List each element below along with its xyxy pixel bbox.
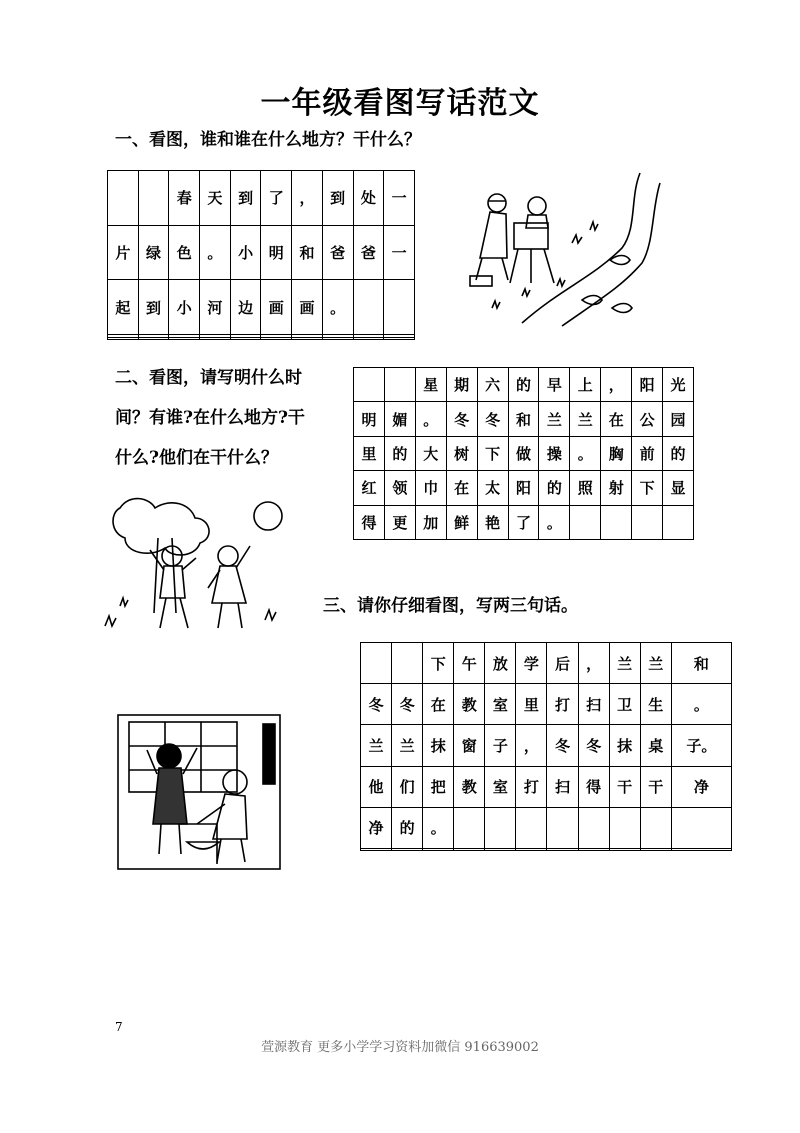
grid-cell: 起 (108, 280, 139, 335)
grid-cell (485, 807, 516, 848)
grid-cell (609, 807, 640, 848)
grid-cell: 期 (446, 368, 477, 402)
children-exercising-under-tree-illustration (100, 488, 300, 638)
grid-cell: 天 (200, 171, 231, 226)
grid-cell: 他 (361, 766, 392, 807)
grid-cell: 室 (485, 684, 516, 725)
section3-heading: 三、请你仔细看图，写两三句话。 (323, 596, 578, 616)
grid-cell: 兰 (609, 643, 640, 684)
grid-cell: 净 (671, 766, 731, 807)
grid-row (361, 643, 732, 684)
grid-cell: 和 (508, 402, 539, 436)
grid-cell: 桌 (640, 725, 671, 766)
grid-cell: 做 (508, 436, 539, 470)
grid-cell: 干 (640, 766, 671, 807)
grid-cell: 和 (671, 643, 731, 684)
grid-cell: 六 (477, 368, 508, 402)
grid-cell: 小 (169, 280, 200, 335)
grid-cell: 扫 (547, 766, 578, 807)
grid-cell (361, 849, 392, 851)
grid-cell: 冬 (446, 402, 477, 436)
grid-cell: 窗 (454, 725, 485, 766)
grid-cell: ， (578, 643, 609, 684)
grid-cell: ， (601, 368, 632, 402)
grid-cell: 的 (392, 807, 423, 848)
grid-cell (169, 337, 200, 340)
grid-row (108, 171, 415, 226)
grid-row (361, 807, 732, 848)
grid-cell: 的 (539, 471, 570, 505)
grid-row (354, 402, 694, 436)
grid-cell: 操 (539, 436, 570, 470)
grid-cell: 爸 (353, 225, 384, 280)
grid-cell: 。 (423, 807, 454, 848)
grid-cell: 显 (663, 471, 694, 505)
grid-cell: 生 (640, 684, 671, 725)
grid-cell: 在 (446, 471, 477, 505)
grid-cell: 的 (508, 368, 539, 402)
grid-cell: 在 (601, 402, 632, 436)
grid-cell: 了 (508, 505, 539, 539)
grid-cell: 到 (230, 171, 261, 226)
grid-cell (578, 807, 609, 848)
grid-cell: 得 (578, 766, 609, 807)
grid-cell (384, 280, 415, 335)
grid-cell: ， (292, 171, 323, 226)
grid-cell: 上 (570, 368, 601, 402)
grid-cell: 兰 (640, 643, 671, 684)
grid-cell: 巾 (415, 471, 446, 505)
grid-cell: 里 (354, 436, 385, 470)
grid-cell (454, 849, 485, 851)
grid-cell (516, 807, 547, 848)
grid-row (354, 368, 694, 402)
grid-cell: 春 (169, 171, 200, 226)
grid-cell: 子。 (671, 725, 731, 766)
grid-cell (108, 337, 139, 340)
grid-row (108, 337, 415, 340)
grid-cell (609, 849, 640, 851)
grid-cell (261, 337, 292, 340)
grid-cell (632, 505, 663, 539)
section1-writing-grid (107, 170, 415, 340)
grid-cell: 绿 (138, 225, 169, 280)
grid-cell: 园 (663, 402, 694, 436)
grid-cell: 艳 (477, 505, 508, 539)
grid-cell (353, 280, 384, 335)
grid-cell: 早 (539, 368, 570, 402)
grid-cell (485, 849, 516, 851)
grid-row (354, 505, 694, 539)
grid-cell: 午 (454, 643, 485, 684)
grid-cell (578, 849, 609, 851)
grid-cell (570, 505, 601, 539)
grid-cell: ， (516, 725, 547, 766)
grid-cell: 打 (547, 684, 578, 725)
grid-cell (601, 505, 632, 539)
grid-cell (640, 807, 671, 848)
grid-cell (138, 337, 169, 340)
grid-cell: 的 (384, 436, 415, 470)
grid-cell: 子 (485, 725, 516, 766)
grid-cell: 卫 (609, 684, 640, 725)
page-number: 7 (115, 1020, 123, 1034)
grid-cell: 前 (632, 436, 663, 470)
grid-cell (292, 337, 323, 340)
grid-cell (640, 849, 671, 851)
grid-cell: 媚 (384, 402, 415, 436)
grid-cell: 领 (384, 471, 415, 505)
grid-cell: 大 (415, 436, 446, 470)
grid-cell: 冬 (392, 684, 423, 725)
grid-cell (663, 505, 694, 539)
grid-row (361, 725, 732, 766)
father-son-drawing-by-river-illustration (462, 168, 662, 328)
grid-row (361, 684, 732, 725)
grid-cell: 的 (663, 436, 694, 470)
grid-cell: 一 (384, 171, 415, 226)
grid-cell (353, 337, 384, 340)
section2-heading-line1: 二、看图，请写明什么时 (115, 368, 302, 388)
grid-cell (384, 368, 415, 402)
grid-cell: 一 (384, 225, 415, 280)
grid-cell (547, 807, 578, 848)
grid-cell: 。 (415, 402, 446, 436)
grid-cell (392, 849, 423, 851)
grid-cell: 阳 (632, 368, 663, 402)
grid-cell (108, 171, 139, 226)
grid-cell: 打 (516, 766, 547, 807)
section2-writing-grid (353, 367, 694, 540)
grid-cell: 把 (423, 766, 454, 807)
grid-cell (322, 337, 353, 340)
grid-cell: 冬 (361, 684, 392, 725)
grid-cell: 加 (415, 505, 446, 539)
grid-cell: 兰 (361, 725, 392, 766)
grid-cell: 色 (169, 225, 200, 280)
grid-row (354, 436, 694, 470)
grid-cell: 兰 (539, 402, 570, 436)
grid-cell: 干 (609, 766, 640, 807)
grid-cell (547, 849, 578, 851)
section1-heading: 一、看图，谁和谁在什么地方？干什么？ (115, 130, 421, 150)
grid-cell: 片 (108, 225, 139, 280)
grid-cell: 兰 (570, 402, 601, 436)
page-title: 一年级看图写话范文 (260, 86, 540, 121)
grid-cell: 更 (384, 505, 415, 539)
grid-cell: 里 (516, 684, 547, 725)
grid-cell: 胸 (601, 436, 632, 470)
grid-cell: 下 (632, 471, 663, 505)
grid-cell: 树 (446, 436, 477, 470)
grid-cell: 冬 (477, 402, 508, 436)
section3-writing-grid (360, 642, 732, 851)
grid-cell: 了 (261, 171, 292, 226)
grid-cell: 处 (353, 171, 384, 226)
grid-cell: 兰 (392, 725, 423, 766)
grid-cell: 。 (539, 505, 570, 539)
grid-cell: 太 (477, 471, 508, 505)
grid-cell: 后 (547, 643, 578, 684)
grid-cell: 射 (601, 471, 632, 505)
grid-cell: 星 (415, 368, 446, 402)
grid-cell (671, 849, 731, 851)
grid-cell (671, 807, 731, 848)
grid-cell: 到 (138, 280, 169, 335)
grid-cell: 公 (632, 402, 663, 436)
grid-cell (423, 849, 454, 851)
grid-cell: 到 (322, 171, 353, 226)
grid-cell: 鲜 (446, 505, 477, 539)
grid-cell: 在 (423, 684, 454, 725)
grid-cell: 明 (354, 402, 385, 436)
grid-cell: 室 (485, 766, 516, 807)
grid-cell: 扫 (578, 684, 609, 725)
grid-cell: 照 (570, 471, 601, 505)
section2-heading-line2: 间？有谁?在什么地方?干 (115, 408, 305, 428)
grid-cell: 放 (485, 643, 516, 684)
grid-cell: 光 (663, 368, 694, 402)
grid-cell (516, 849, 547, 851)
grid-cell (361, 643, 392, 684)
grid-row (361, 766, 732, 807)
grid-cell: 。 (200, 225, 231, 280)
grid-cell: 爸 (322, 225, 353, 280)
grid-cell (200, 337, 231, 340)
grid-cell: 。 (671, 684, 731, 725)
grid-cell: 明 (261, 225, 292, 280)
grid-cell (230, 337, 261, 340)
grid-cell: 学 (516, 643, 547, 684)
grid-cell: 净 (361, 807, 392, 848)
grid-cell: 河 (200, 280, 231, 335)
grid-cell (392, 643, 423, 684)
grid-row (361, 849, 732, 851)
grid-cell: 边 (230, 280, 261, 335)
grid-cell: 抹 (423, 725, 454, 766)
footer-text: 萱源教育 更多小学学习资料加微信 916639002 (261, 1040, 539, 1055)
grid-cell (354, 368, 385, 402)
grid-cell: 红 (354, 471, 385, 505)
grid-cell: 下 (477, 436, 508, 470)
grid-row (108, 280, 415, 335)
grid-cell: 们 (392, 766, 423, 807)
grid-cell: 冬 (578, 725, 609, 766)
grid-cell: 画 (292, 280, 323, 335)
grid-row (354, 471, 694, 505)
grid-cell: 。 (570, 436, 601, 470)
grid-cell: 和 (292, 225, 323, 280)
grid-cell: 冬 (547, 725, 578, 766)
grid-cell: 教 (454, 684, 485, 725)
grid-cell (138, 171, 169, 226)
grid-cell: 得 (354, 505, 385, 539)
grid-row (108, 225, 415, 280)
grid-cell: 阳 (508, 471, 539, 505)
grid-cell: 。 (322, 280, 353, 335)
grid-cell: 下 (423, 643, 454, 684)
grid-cell: 抹 (609, 725, 640, 766)
section2-heading-line3: 什么?他们在干什么？ (115, 448, 278, 468)
grid-cell (384, 337, 415, 340)
grid-cell: 教 (454, 766, 485, 807)
grid-cell: 画 (261, 280, 292, 335)
grid-cell (454, 807, 485, 848)
grid-cell: 小 (230, 225, 261, 280)
children-cleaning-classroom-illustration (117, 714, 281, 870)
